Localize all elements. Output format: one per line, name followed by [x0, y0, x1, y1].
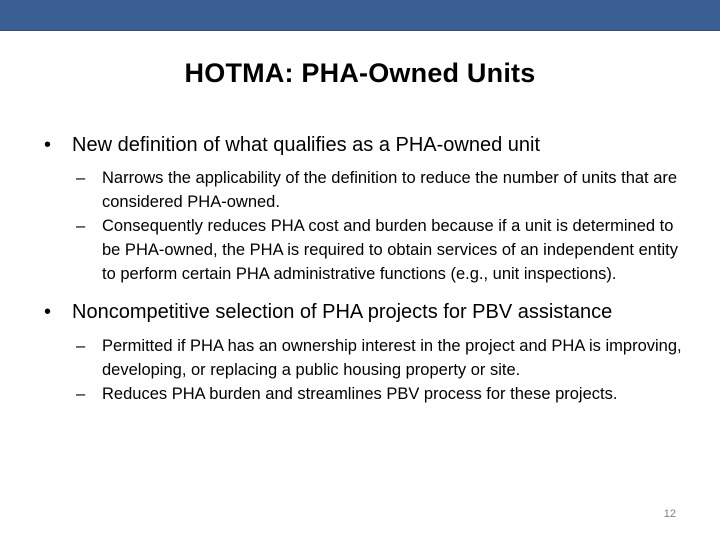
sub-bullet-1-2: [40, 214, 690, 286]
bullet-item-2: [40, 300, 690, 324]
slide-content: [40, 133, 690, 406]
bullet-text: Noncompetitive selection of PHA projects for PBV assistance: [72, 301, 613, 323]
sub-bullet-2-2: [40, 382, 690, 406]
page-number: 12: [663, 508, 676, 520]
slide-title: HOTMA: PHA-Owned Units: [184, 58, 536, 88]
sub-bullet-text: Narrows the applicability of the definition to reduce the number of units that are considered PHA-owned.: [102, 169, 678, 211]
sub-bullet-text: Reduces PHA burden and streamlines PBV process for these projects.: [102, 385, 618, 403]
dash-glyph: –: [76, 169, 86, 187]
sub-bullet-text: Permitted if PHA has an ownership interest in the project and PHA is improving, developing, or replacing a public housing property or site.: [102, 337, 682, 379]
sub-bullet-2-1: [40, 334, 690, 382]
sub-bullet-text: Consequently reduces PHA cost and burden because if a unit is determined to be PHA-owned, the PHA is required to obtain services of an independent entity to perform certain PHA administrative functions (e.g., unit inspections).: [102, 217, 679, 283]
sub-bullet-1-1: [40, 166, 690, 214]
bullet-glyph: •: [44, 301, 52, 323]
top-color-band: [0, 0, 720, 31]
dash-glyph: –: [76, 337, 86, 355]
bullet-glyph: •: [44, 134, 52, 156]
bullet-text: New definition of what qualifies as a PHA-owned unit: [72, 134, 541, 156]
bullet-item-1: [40, 133, 690, 157]
dash-glyph: –: [76, 217, 86, 235]
dash-glyph: –: [76, 385, 86, 403]
